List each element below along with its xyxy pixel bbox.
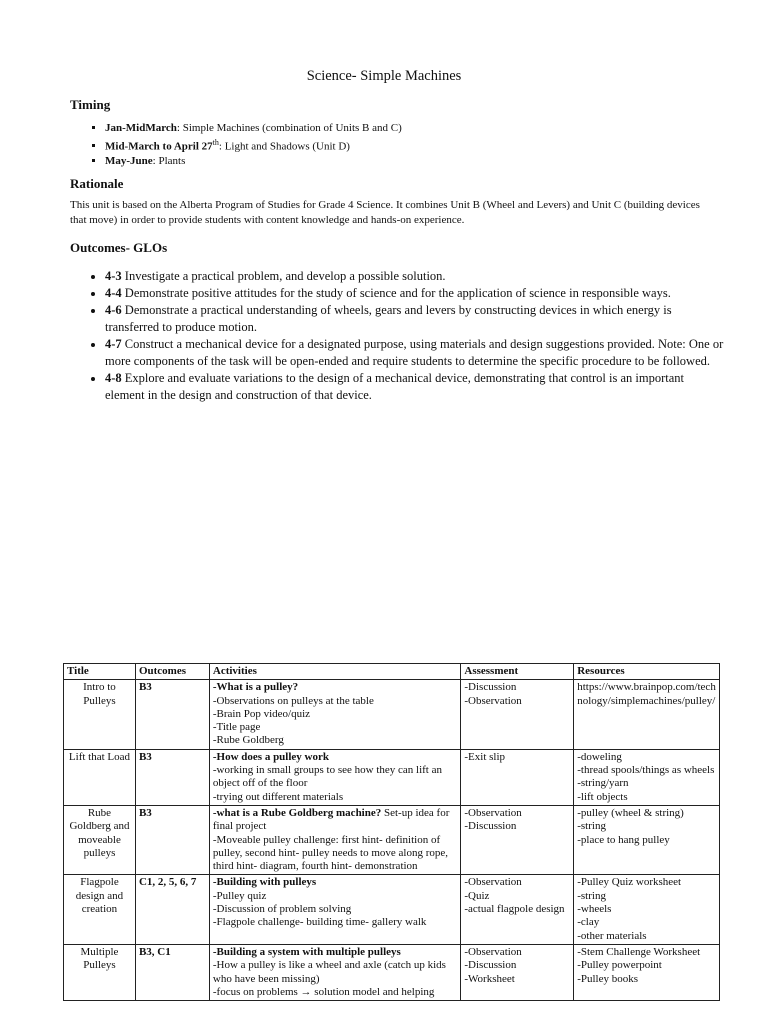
lesson-title: Lift that Load [64,749,136,805]
glo-code: 4-3 [105,269,122,283]
glo-list [70,268,725,404]
resource-line: -clay [577,916,600,929]
glo-item [105,336,725,370]
resource-line: -pulley (wheel & string) [577,806,684,819]
lesson-outcomes: B3, C1 [135,944,209,1000]
activity-line [213,946,458,959]
glo-code: 4-4 [105,286,122,300]
timing-item [105,121,402,136]
resource-line: -Stem Challenge Worksheet [577,945,701,958]
table-row [64,875,720,944]
timing-list [70,121,402,168]
timing-period: Jan-MidMarch [105,122,177,134]
activity-line: -Pulley quiz [212,889,267,902]
assessment-line: -Observation [464,876,522,889]
timing-item [105,154,402,169]
lesson-resources [574,749,720,805]
activity-line: -Discussion of problem solving [212,903,352,916]
lesson-activities [209,805,461,874]
resource-line: -Pulley Quiz worksheet [577,876,682,889]
resource-line: -thread spools/things as wheels [577,764,715,777]
resource-line: https://www.brainpop.com/technology/simplemachines/pulley/ [577,681,716,707]
glo-code: 4-6 [105,303,122,317]
assessment-line: -Quiz [464,889,490,902]
glo-item [105,268,725,285]
resource-line: -place to hang pulley [577,833,670,846]
resource-line: -wheels [577,903,612,916]
activity-line [213,681,458,694]
activity-heading: -Building with pulleys [212,876,317,889]
lesson-activities [209,680,461,749]
lesson-resources [574,944,720,1000]
timing-period: Mid-March to April 27 [105,140,213,153]
lesson-outcomes: B3 [135,680,209,749]
timing-heading: Timing [70,97,111,112]
glo-text: Explore and evaluate variations to the design of a mechanical device, demonstrating that control is an important element in the design and construction of that device. [105,371,684,402]
lesson-title: Rube Goldberg and moveable pulleys [64,805,136,874]
table-row [64,805,720,874]
activity-line: -Flagpole challenge- building time- gallery walk [212,916,427,929]
glo-code: 4-8 [105,371,122,385]
glo-text: Demonstrate a practical understanding of wheels, gears and levers by constructing devices in which energy is transferred to produce motion. [105,303,672,334]
lesson-assessment [461,944,574,1000]
resource-line: -string/yarn [577,777,629,790]
timing-period: May-June [105,154,153,167]
activity-heading: -what is a Rube Goldberg machine? [212,806,382,819]
resource-line: -lift objects [577,790,628,803]
lesson-title: Flagpole design and creation [64,875,136,944]
assessment-line: -Observation [464,945,522,958]
timing-superscript: th [212,137,219,147]
glo-code: 4-7 [105,337,122,351]
assessment-line: -Worksheet [464,972,515,985]
assessment-line: -Discussion [464,681,517,694]
lesson-activities [209,749,461,805]
glo-text: Construct a mechanical device for a designated purpose, using materials and design suggestions provided. Note: One or more components of the task will be open-ended and require students to determine the specific procedure to be followed. [105,337,724,368]
lesson-resources [574,805,720,874]
lesson-assessment [461,749,574,805]
glo-text: Investigate a practical problem, and develop a possible solution. [121,269,446,283]
activity-line: -working in small groups to see how they can lift an object off of the floor [212,764,442,790]
lesson-activities [209,875,461,944]
rationale-text: This unit is based on the Alberta Program of Studies for Grade 4 Science. It combines Unit B (Wheel and Levers) and Unit C (building devices that move) in order to provide students with content knowledge and hands-on experience. [70,199,700,226]
assessment-line: -Observation [464,694,522,707]
column-header: Activities [209,664,461,680]
column-header: Assessment [461,664,574,680]
lesson-assessment [461,875,574,944]
lesson-outcomes: C1, 2, 5, 6, 7 [135,875,209,944]
assessment-line: -actual flagpole design [464,903,565,916]
assessment-line: -Discussion [464,820,517,833]
timing-description: : Plants [152,154,186,167]
glo-item [105,285,725,302]
activity-line: -Brain Pop video/quiz [212,707,311,720]
activity-line: -Moveable pulley challenge: first hint- definition of pulley, second hint- pulley needs to move along rope, third hint- diagram, fourth hint- demonstration [212,833,448,873]
table-row [64,749,720,805]
timing-description: : Simple Machines (combination of Units B and C) [176,122,402,134]
lesson-outcomes: B3 [135,805,209,874]
resource-line: -Pulley books [577,972,639,985]
timing-description: : Light and Shadows (Unit D) [218,140,350,153]
activity-line: -Rube Goldberg [212,734,284,747]
lesson-assessment [461,805,574,874]
lesson-table [63,663,720,1001]
activity-line: -Title page [212,721,261,734]
column-header: Resources [574,664,720,680]
lesson-title: Multiple Pulleys [64,944,136,1000]
table-header-row [64,664,720,680]
activity-line: -How a pulley is like a wheel and axle (catch up kids who have been missing) [212,959,446,985]
activity-heading-suffix: Set-up idea for final project [212,806,450,833]
assessment-line: -Exit slip [464,750,506,763]
resource-line: -string [577,889,606,902]
lesson-title: Intro to Pulleys [64,680,136,749]
lesson-resources [574,680,720,749]
rationale-heading: Rationale [70,176,124,191]
column-header: Title [64,664,136,680]
lesson-assessment [461,680,574,749]
column-header: Outcomes [135,664,209,680]
resource-line: -string [577,820,606,833]
lesson-outcomes: B3 [135,749,209,805]
glo-text: Demonstrate positive attitudes for the study of science and for the application of science in responsible ways. [121,286,671,300]
table-row [64,680,720,749]
glo-item [105,302,725,336]
glo-item [105,370,725,404]
assessment-line: -Observation [464,806,522,819]
outcomes-heading: Outcomes- GLOs [70,240,168,255]
resource-line: -other materials [577,929,647,942]
activity-heading: -Building a system with multiple pulleys [212,945,401,958]
activity-line [213,807,458,834]
activity-line: -focus on problems → solution model and helping [212,985,435,998]
resource-line: -doweling [577,750,622,763]
lesson-activities [209,944,461,1000]
activity-heading: -What is a pulley? [212,681,299,694]
resource-line: -Pulley powerpoint [577,959,662,972]
table-row [64,944,720,1000]
activity-heading: -How does a pulley work [212,750,329,763]
page-title: Science- Simple Machines [306,68,462,84]
assessment-line: -Discussion [464,959,517,972]
timing-item [105,136,402,154]
activity-line: -trying out different materials [212,790,344,803]
activity-line [213,876,458,889]
lesson-resources [574,875,720,944]
activity-line: -Observations on pulleys at the table [212,694,374,707]
activity-line [213,751,458,764]
